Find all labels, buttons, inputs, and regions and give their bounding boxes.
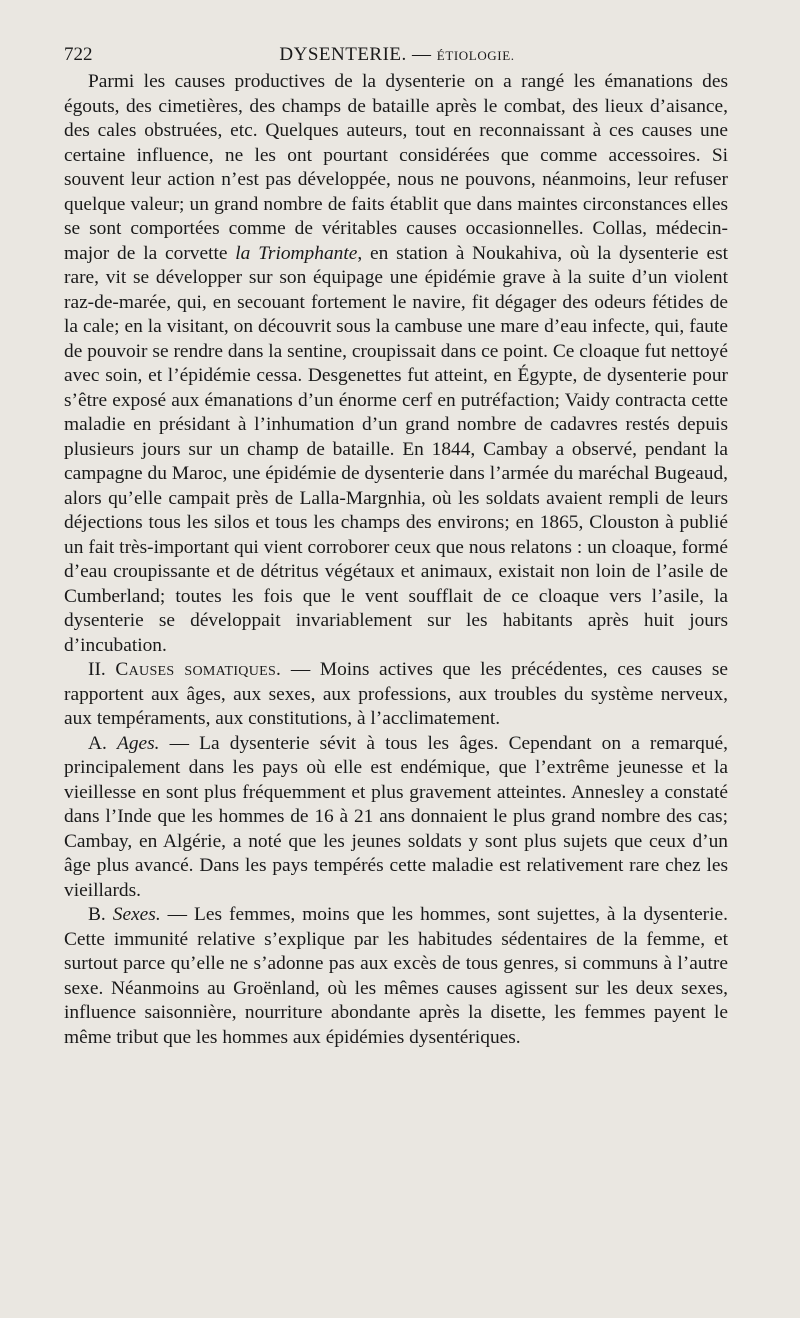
running-title xyxy=(64,40,730,71)
section-number: II. xyxy=(88,659,116,680)
subsection-heading: Ages. xyxy=(116,732,160,754)
running-head xyxy=(64,40,730,70)
page-number: 722 xyxy=(64,44,93,65)
subsection-letter: B. xyxy=(88,904,113,925)
paragraph-text: — Les femmes, moins que les hommes, sont sujettes, à la dysenterie. Cette immunité relative s’explique par les habitudes sédentaires de la femme, et surtout parce qu’elle ne s’adonne pas aux excès de tous genres, si communs à l’autre sexe. Néanmoins au Groënland, où les mêmes causes agissent sur les deux sexes, influence saisonnière, nourriture abondante après la disette, les femmes payent le même tribut que les hommes aux épidémies dysentériques. xyxy=(64,904,728,1048)
section-heading: Causes somatiques. xyxy=(115,659,282,680)
running-title-sub: ÉTIOLOGIE. xyxy=(436,48,515,63)
paragraph-text: — Moins actives que les précédentes, ces causes se rapportent aux âges, aux sexes, aux professions, aux troubles du système nerveux, aux tempéraments, aux constitutions, à l’acclimatement. xyxy=(64,659,728,729)
ship-name: la Triomphante xyxy=(235,242,358,264)
paragraph-text-continued: , en station à Noukahiva, où la dysenterie est rare, vit se développer sur son équipage une épidémie grave à la suite d’un violent raz-de-marée, qui, en secouant fortement le navire, fit dégager des odeurs fétides de la cale; en la visitant, on découvrit sous la cambuse une mare d’eau infecte, qui, faute de pouvoir se rendre dans la sentine, croupissait dans ce point. Ce cloaque fut nettoyé avec soin, et l’épidémie cessa. Desgenettes fut atteint, en Égypte, de dysenterie pour s’être exposé aux émanations d’un énorme cerf en putréfaction; Vaidy contracta cette maladie en présidant à l’inhumation d’un grand nombre de cadavres restés depuis plusieurs jours sur un champ de bataille. En 1844, Cambay a observé, pendant la campagne du Maroc, une épidémie de dysenterie dans l’armée du maréchal Bugeaud, alors qu’elle campait près de Lalla-Margnhia, où les soldats avaient rempli de leurs déjections tous les silos et tous les champs des environs; en 1865, Clouston à publié un fait très-important qui vient corroborer ceux que nous relatons : un cloaque, formé d’eau croupissante et de détritus végétaux et animaux, existait non loin de l’asile de Cumberland; toutes les fois que le vent soufflait de ce cloaque vers l’asile, la dysenterie se développait invariablement sur les habitants après huit jours d’incubation. xyxy=(64,242,728,656)
body-text xyxy=(64,70,728,1050)
paragraph-text: — La dysenterie sévit à tous les âges. Cependant on a remarqué, principalement dans les pays où elle est endémique, que l’extrême jeunesse et la vieillesse en sont plus fréquemment et plus gravement atteintes. Annesley a constaté dans l’Inde que les hommes de 16 à 21 ans donnaient le plus grand nombre des cas; Cambay, en Algérie, a noté que les jeunes soldats y sont plus sujets que ceux d’un âge plus avancé. Dans les pays tempérés cette maladie est relativement rare chez les vieillards. xyxy=(64,732,728,901)
subsection-letter: A. xyxy=(88,732,117,754)
subsection-heading: Sexes. xyxy=(112,904,161,925)
paragraph-causes-productives xyxy=(64,70,728,658)
paragraph-sexes xyxy=(64,903,728,1050)
running-title-main: DYSENTERIE. — xyxy=(279,44,432,65)
paragraph-text: Parmi les causes productives de la dysenterie on a rangé les émanations des égouts, des cimetières, des champs de bataille après le combat, des lieux d’aisance, des cales obstruées, etc. Quelques auteurs, tout en reconnaissant à ces causes une certaine influence, ne les ont pourtant considérées que comme accessoires. Si souvent leur action n’est pas développée, nous ne pouvons, néanmoins, leur refuser quelque valeur; un grand nombre de faits établit que dans maintes circonstances elles se sont comportées comme de véritables causes occasionnelles. Collas, médecin-major de la corvette xyxy=(64,71,728,264)
paragraph-ages xyxy=(64,732,728,904)
paragraph-causes-somatiques xyxy=(64,658,728,732)
